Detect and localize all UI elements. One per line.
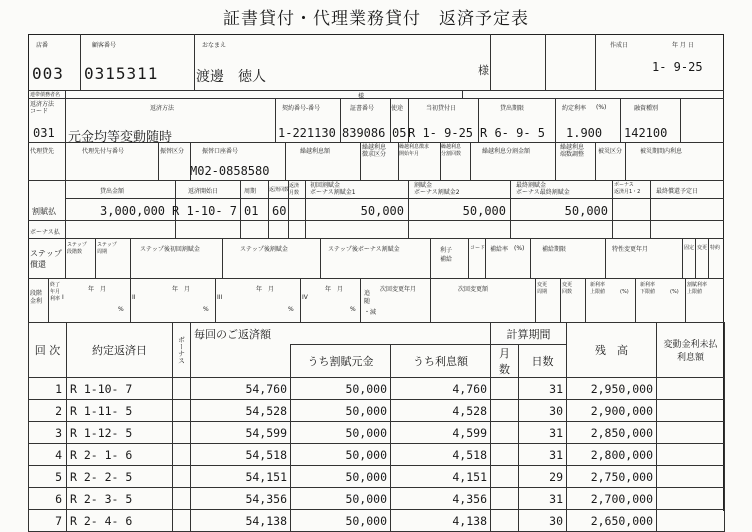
joint-debtor-label: 連帯債務者名 [30,92,61,98]
rule [130,238,131,278]
cell-payment: 54,518 [191,444,291,466]
step-stage-label: ステップ 段階数 [67,242,87,255]
rule [28,180,724,181]
step-month-label: ステップ 周期 [97,242,117,255]
cell-no: 2 [29,400,67,422]
rule [305,180,306,238]
col-interest: うち利息額 [391,345,491,378]
subsidy-code-label: コード [470,245,486,251]
special-flag-label: 特約 [710,245,721,251]
rule [625,142,626,180]
stage-2-pct: % [203,306,209,313]
rule [28,278,724,279]
step-first-label: ステップ後初回割賦金 [140,246,200,253]
use-label: 使途 [391,105,404,112]
cell-days: 31 [519,444,567,466]
col-unpaid-interest: 変動金利未払利息額 [657,323,725,378]
cell-unpaid [657,400,725,422]
use-code: 05 [392,126,407,140]
cell-interest: 4,151 [391,466,491,488]
cell-interest: 4,518 [391,444,491,466]
rule [510,180,511,238]
rule [685,278,686,322]
cert-label: 証書番号 [350,105,375,112]
change-cycle-label: 変更 周期 [537,282,548,295]
cell-bonus [173,510,191,532]
reset-label: ・減 [364,309,377,316]
installment2-label: 割賦金 ボーナス割賦金2 [414,182,460,196]
principal-amount: 3,000,000 [100,204,166,218]
cell-due-date: R 2- 2- 5 [67,466,173,488]
cell-due-date: R 2- 3- 5 [67,488,173,510]
rule [535,278,536,322]
cycle-label: 周期 [244,188,257,195]
step-label: ステップ 償還 [30,249,62,269]
end-rate-label: 終了 年月 利率 [50,282,61,302]
rule [635,278,636,322]
rule [485,238,486,278]
follow-label: 追 随 [364,290,371,305]
cell-bonus [173,422,191,444]
interest-start-label: 繰越利息徴求 開始年月 [399,144,430,157]
cell-no: 1 [29,378,67,400]
customer-label: 顧客番号 [92,42,117,49]
start-date: R 1-10- 7 [172,204,238,218]
cell-principal: 50,000 [291,466,391,488]
table-row [29,444,725,466]
rule [65,238,66,278]
cell-payment: 54,760 [191,378,291,400]
rule [650,180,651,238]
cell-no: 4 [29,444,67,466]
cell-days: 31 [519,422,567,444]
rule [194,34,195,90]
first-date-label: 当初貸付日 [426,105,457,112]
cell-payment: 54,138 [191,510,291,532]
cell-payment: 54,528 [191,400,291,422]
cell-days: 31 [519,488,567,510]
rule [65,180,66,238]
rule [360,278,361,322]
cell-balance: 2,900,000 [567,400,657,422]
rule [320,238,321,278]
col-period: 計算期間 [491,323,567,345]
interest-collect-label: 繰越利息 徴求区分 [362,144,387,158]
cell-principal: 50,000 [291,444,391,466]
first-date: R 1- 9-25 [408,126,474,140]
method-label: 返済方法 [150,105,175,112]
next-amount-label: 次回変更額 [458,286,489,293]
bonus-row-label: ボーナス払 [30,229,60,236]
installment2: 50,000 [462,204,506,218]
stage-2-label: II [132,294,136,301]
cert-number: 839086 [342,126,386,140]
cell-days: 30 [519,510,567,532]
cell-interest: 4,356 [391,488,491,510]
cell-due-date: R 1-11- 5 [67,400,173,422]
installment-row-label: 割賦払 [32,207,56,216]
method-code: 031 [33,126,55,140]
rate-unit: (%) [596,104,607,111]
cell-days: 30 [519,400,567,422]
change-flag-label: 変更 [697,245,708,251]
table-row [29,378,725,400]
cell-interest: 4,138 [391,510,491,532]
rule [430,278,431,322]
rule [430,238,431,278]
cell-no: 3 [29,422,67,444]
rate-lower-unit: (%) [670,289,679,295]
cell-bonus [173,444,191,466]
col-payment: 毎回のご返済額 [191,323,491,345]
stage-4-pct: % [350,306,356,313]
cell-due-date: R 2- 4- 6 [67,510,173,532]
rule [28,220,724,221]
created-ymd-label: 年 月 日 [672,42,694,49]
table-row [29,466,725,488]
rule [695,238,696,278]
rule [130,278,131,322]
first-installment-label: 初回割賦金 ボーナス割賦金1 [310,182,356,196]
cell-payment: 54,599 [191,422,291,444]
start-date-label: 返済開始日 [188,188,219,195]
interest-split-amount-label: 繰越利息分割金額 [482,148,531,155]
cell-balance: 2,650,000 [567,510,657,532]
rule [555,142,556,180]
cell-balance: 2,850,000 [567,422,657,444]
table-row [29,400,725,422]
loan-end-label: 貸出期限 [500,105,525,112]
cell-bonus [173,400,191,422]
table-row [29,510,725,532]
rule [462,90,463,98]
stage-4-ym: 年 月 [325,286,344,293]
stage-3-ym: 年 月 [256,286,275,293]
fund-label: 融資種別 [634,105,659,112]
stage-1-pct: % [118,306,124,313]
fixed-flag-label: 固定 [684,245,695,251]
rule [612,180,613,238]
last-installment-label: 最終割賦金 ボーナス最終割賦金 [516,182,570,196]
rule [158,142,159,180]
cell-principal: 50,000 [291,422,391,444]
rule [545,34,546,90]
last-installment: 50,000 [564,204,608,218]
stage-1-ym: 年 月 [88,286,107,293]
next-change-label: 次回変更年月 [380,286,417,293]
cell-due-date: R 2- 1- 6 [67,444,173,466]
cell-balance: 2,750,000 [567,466,657,488]
col-bonus: ボーナス [173,323,191,378]
cell-balance: 2,700,000 [567,488,657,510]
transfer-type-label: 振替区分 [160,148,185,155]
rule [555,98,556,142]
stage-4-label: IV [302,294,308,301]
rule [595,142,596,180]
cell-interest: 4,599 [391,422,491,444]
cell-no: 7 [29,510,67,532]
rule [240,180,241,238]
rule [682,238,683,278]
rule [605,238,606,278]
repay-count: 60 [272,204,287,218]
cell-months [491,466,519,488]
cell-months [491,444,519,466]
disaster-type-label: 被災区分 [598,148,623,155]
cell-bonus [173,488,191,510]
rule [65,198,724,199]
rule [470,142,471,180]
cell-principal: 50,000 [291,378,391,400]
agent-label: 代理貸先 [30,148,55,155]
rule [300,278,301,322]
rule [222,238,223,278]
cell-principal: 50,000 [291,510,391,532]
loan-end: R 6- 9- 5 [480,126,546,140]
rule [28,238,724,239]
subsidy-rate-unit: (%) [514,245,525,252]
method-code-label: 返済方法 コード [30,101,55,115]
cell-due-date: R 1-10- 7 [67,378,173,400]
document-title: 証書貸付・代理業務貸付 返済予定表 [223,9,529,29]
cell-principal: 50,000 [291,488,391,510]
customer-name: 渡邊 徳人 [196,69,266,85]
subsidy-rate-label: 補給率 [490,246,509,253]
rule [595,34,596,90]
stage-rate-label: 段階 金利 [30,290,43,305]
customer-number: 0315311 [84,64,159,83]
col-payment-spacer [191,345,291,378]
cell-unpaid [657,422,725,444]
cell-months [491,378,519,400]
rate-lower-label: 新利率 下限値 [640,282,656,295]
stage-2-ym: 年 月 [172,286,191,293]
rule [65,90,66,98]
split-rate-limit-label: 割賦利率 上限値 [687,282,708,295]
subsidy-limit-label: 補給期限 [542,246,567,253]
rule [560,278,561,322]
interest-split-label: 繰越利息 分割回数 [441,144,462,157]
cell-unpaid [657,466,725,488]
cell-unpaid [657,488,725,510]
contract-rate: 1.900 [566,126,603,140]
rule [65,142,66,180]
transfer-account-label: 振替口座番号 [202,148,239,155]
interest-adjust-label: 繰越利息 端数調整 [560,144,585,158]
rule [65,98,66,142]
store-label: 店番 [36,42,49,49]
cell-payment: 54,151 [191,466,291,488]
rule [360,142,361,180]
rule [95,238,96,278]
table-row [29,488,725,510]
step-split-label: ステップ後割賦金 [240,246,288,253]
fund-type: 142100 [624,126,668,140]
special-change-label: 特性変更年月 [612,246,649,253]
transfer-account: M02-0858580 [190,164,270,178]
cell-unpaid [657,378,725,400]
joint-honorific: 様 [358,93,365,100]
rule [48,278,49,322]
rate-upper-unit: (%) [620,289,629,295]
col-due-date: 約定返済日 [67,323,173,378]
first-installment: 50,000 [360,204,404,218]
repayment-schedule-table [28,322,725,532]
created-date: 1- 9-25 [652,60,703,74]
cell-months [491,510,519,532]
rule [680,98,681,142]
cell-due-date: R 1-12- 5 [67,422,173,444]
bonus-month-label: ボーナス 返済月1・2 [614,182,641,195]
stage-1-label: I [62,294,64,301]
step-bonus-label: ステップ後ボーナス割賦金 [328,246,400,253]
rate-label: 約定利率 [562,105,587,112]
rule [28,90,724,91]
rule [530,238,531,278]
created-label: 作成日 [610,42,629,49]
subsidy-label: 利子 補給 [440,247,453,263]
cell-balance: 2,800,000 [567,444,657,466]
col-months: 月数 [491,345,519,378]
months-label: 返済 月数 [289,183,300,196]
stage-3-label: III [217,294,223,301]
contract-number: 1-221130 [278,126,336,140]
carry-interest-label: 繰越利息額 [300,148,331,155]
cell-days: 29 [519,466,567,488]
rule [478,98,479,142]
count-label: 返済回数 [269,187,290,193]
cycle: 01 [244,204,259,218]
principal-label: 貸出金額 [100,188,125,195]
col-days: 日数 [519,345,567,378]
cell-balance: 2,950,000 [567,378,657,400]
cell-no: 5 [29,466,67,488]
col-balance: 残 高 [567,323,657,378]
rule [620,98,621,142]
agent-number-label: 代理先付与番号 [82,148,125,155]
cell-unpaid [657,510,725,532]
cell-bonus [173,466,191,488]
col-installment-no: 回 次 [29,323,67,378]
rule [285,142,286,180]
method: 元金均等変動随時 [68,130,173,145]
cell-months [491,400,519,422]
col-principal: うち割賦元金 [291,345,391,378]
rule [275,98,276,142]
rule [215,278,216,322]
cell-payment: 54,356 [191,488,291,510]
final-date-label: 最終償還予定日 [656,188,699,195]
rule [80,34,81,90]
cell-months [491,488,519,510]
honorific: 様 [478,64,489,77]
cell-interest: 4,528 [391,400,491,422]
cell-months [491,422,519,444]
change-count-label: 変更 回数 [562,282,573,295]
rule [340,98,341,142]
rule [585,278,586,322]
disaster-interest-label: 被災期間内利息 [640,148,683,155]
store-number: 003 [32,64,64,83]
contract-label: 契約番号-番号 [282,105,321,112]
cell-no: 6 [29,488,67,510]
cell-principal: 50,000 [291,400,391,422]
rule [708,238,709,278]
stage-3-pct: % [288,306,294,313]
cell-interest: 4,760 [391,378,491,400]
cell-bonus [173,378,191,400]
cell-days: 31 [519,378,567,400]
rule [490,34,491,90]
rate-upper-label: 新利率 上限値 [590,282,606,295]
name-label: おなまえ [202,42,227,49]
cell-unpaid [657,444,725,466]
rule [408,180,409,238]
rule [468,238,469,278]
table-row [29,422,725,444]
